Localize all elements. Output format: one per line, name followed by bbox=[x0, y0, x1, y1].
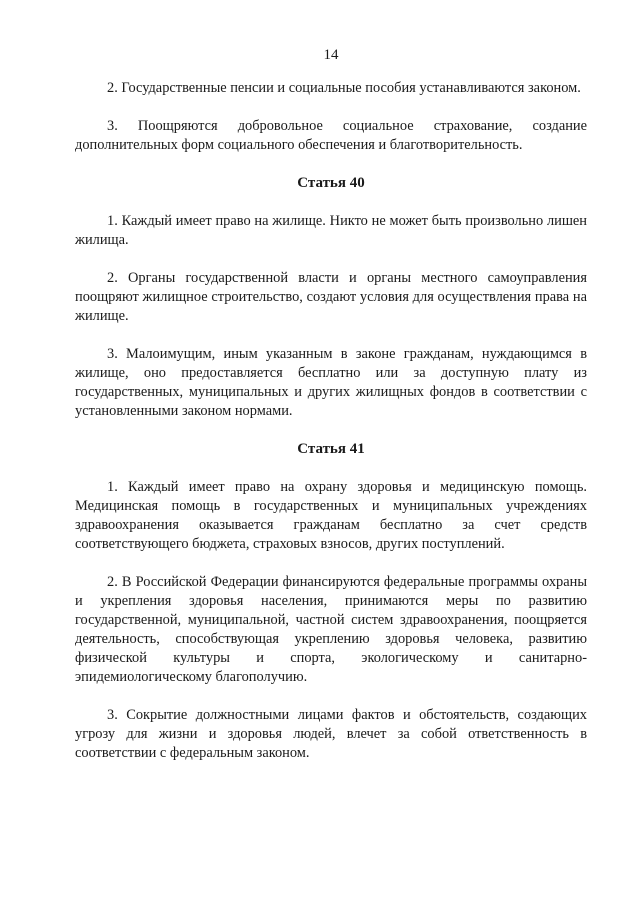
paragraph-social-insurance: 3. Поощряются добровольное социальное страхование, создание дополнительных форм социального обеспечения и благотворительность. bbox=[75, 118, 587, 153]
article-40-heading: Статья 40 bbox=[297, 175, 365, 191]
article-41-paragraph-2: 2. В Российской Федерации финансируются федеральные программы охраны и укрепления здоровья населения, принимаются меры по развитию государственной, муниципальной, частной систем здравоохранения, поощряется деятельность, способствующая укреплению здоровья человека, развитию физической культуры и спорта, экологическому и санитарно-эпидемиологическому благополучию. bbox=[75, 574, 587, 685]
article-40-paragraph-1: 1. Каждый имеет право на жилище. Никто не может быть произвольно лишен жилища. bbox=[75, 213, 587, 248]
article-41-paragraph-1: 1. Каждый имеет право на охрану здоровья и медицинскую помощь. Медицинская помощь в государственных и муниципальных учреждениях здравоохранения оказывается гражданам бесплатно за счет средств соответствующего бюджета, страховых взносов, других поступлений. bbox=[75, 479, 587, 552]
article-40-paragraph-2: 2. Органы государственной власти и органы местного самоуправления поощряют жилищное строительство, создают условия для осуществления права на жилище. bbox=[75, 270, 587, 324]
page-number: 14 bbox=[323, 47, 339, 63]
paragraph-pensions: 2. Государственные пенсии и социальные пособия устанавливаются законом. bbox=[107, 80, 581, 96]
article-41-heading: Статья 41 bbox=[297, 441, 365, 457]
article-41-paragraph-3: 3. Сокрытие должностными лицами фактов и обстоятельств, создающих угрозу для жизни и здоровья людей, влечет за собой ответственность в соответствии с федеральным законом. bbox=[75, 707, 587, 761]
article-40-paragraph-3: 3. Малоимущим, иным указанным в законе гражданам, нуждающимся в жилище, оно предоставляется бесплатно или за доступную плату из государственных, муниципальных и других жилищных фондов в соответствии с установленными законом нормами. bbox=[75, 346, 587, 419]
document-page bbox=[75, 46, 587, 782]
